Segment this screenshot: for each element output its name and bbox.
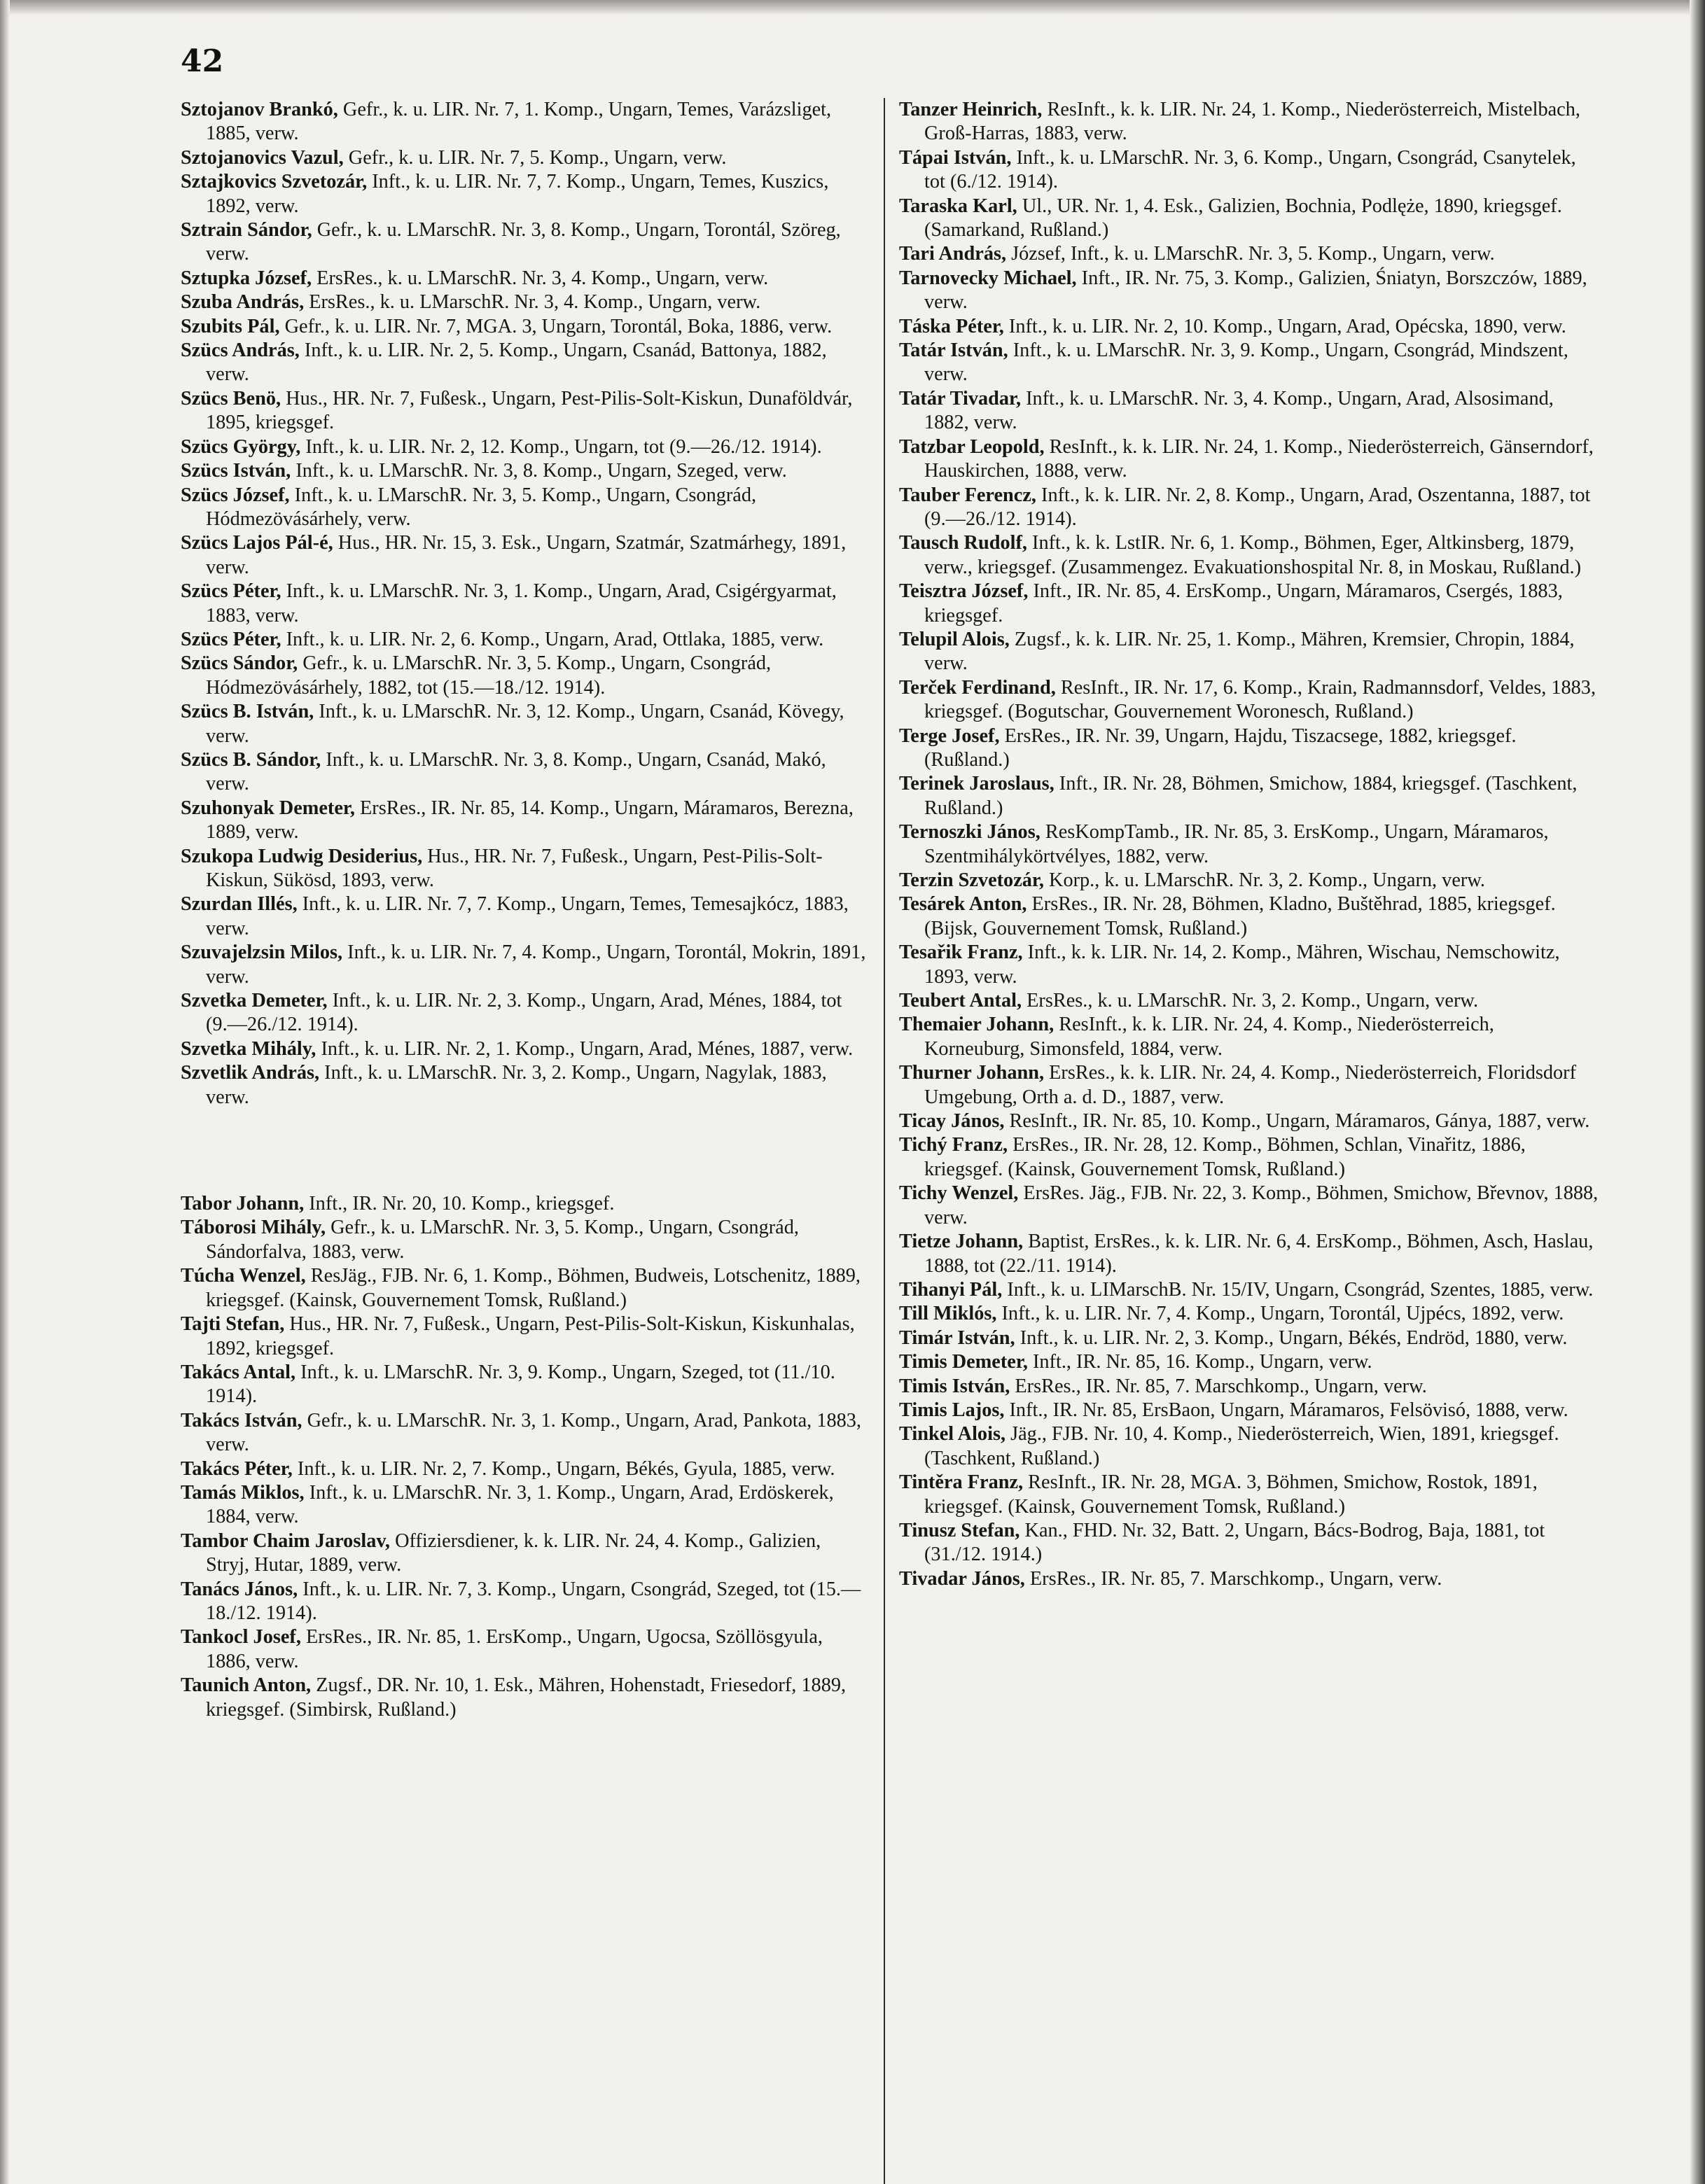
entry-details: Inft., k. u. LIMarschB. Nr. 15/IV, Ungarn, Csongrád, Szentes, 1885, verw. bbox=[1002, 1278, 1594, 1301]
register-entry bbox=[181, 941, 867, 989]
entry-name: Teisztra József, bbox=[899, 580, 1029, 603]
register-entry bbox=[181, 315, 867, 339]
register-entry bbox=[899, 1061, 1599, 1110]
entry-name: Tihanyi Pál, bbox=[899, 1278, 1003, 1301]
entry-name: Taraska Karl, bbox=[899, 195, 1017, 217]
register-entry bbox=[899, 1375, 1599, 1399]
register-entry bbox=[899, 1399, 1599, 1422]
entry-details: ErsRes., k. k. LIR. Nr. 24, 4. Komp., Niederösterreich, Floridsdorf Umgebung, Orth a. d. D., 1887, verw. bbox=[924, 1062, 1577, 1108]
register-entry bbox=[899, 1013, 1599, 1061]
entry-name: Táska Péter, bbox=[899, 315, 1004, 337]
entry-details: Inft., k. u. LMarschR. Nr. 3, 8. Komp., Ungarn, Csanád, Makó, verw. bbox=[206, 748, 826, 795]
entry-name: Sztrain Sándor, bbox=[181, 219, 312, 241]
entry-name: Túcha Wenzel, bbox=[181, 1265, 306, 1287]
entry-name: Takács Antal, bbox=[181, 1361, 296, 1383]
entry-name: Szücs B. Sándor, bbox=[181, 748, 321, 771]
register-entry bbox=[181, 1625, 867, 1674]
entry-details: Inft., k. u. LIR. Nr. 2, 10. Komp., Ungarn, Arad, Opécska, 1890, verw. bbox=[1003, 315, 1566, 337]
register-entry bbox=[181, 892, 867, 941]
entry-details: ErsRes., IR. Nr. 39, Ungarn, Hajdu, Tiszacsege, 1882, kriegsgef. (Rußland.) bbox=[924, 724, 1517, 771]
register-entry bbox=[181, 387, 867, 435]
entry-details: ResKompTamb., IR. Nr. 85, 3. ErsKomp., Ungarn, Máramaros, Szentmihálykörtvélyes, 1882, verw. bbox=[924, 821, 1549, 867]
entry-name: Tatár István, bbox=[899, 340, 1008, 362]
register-entry bbox=[899, 1278, 1599, 1302]
entry-details: ErsRes. Jäg., FJB. Nr. 22, 3. Komp., Böhmen, Smichow, Břevnov, 1888, verw. bbox=[924, 1182, 1599, 1228]
left-column bbox=[181, 98, 867, 1722]
entry-details: Inft., IR. Nr. 20, 10. Komp., kriegsgef. bbox=[304, 1193, 615, 1215]
entry-name: Tinkel Alois, bbox=[899, 1423, 1006, 1446]
entry-name: Tatzbar Leopold, bbox=[899, 435, 1045, 458]
page-number: 42 bbox=[181, 43, 224, 79]
entry-details: Inft., k. k. LstIR. Nr. 6, 1. Komp., Böhmen, Eger, Altkinsberg, 1879, verw., kriegsgef. (Zusammengez. Evakuationshospital Nr. 8, in Moskau, Rußland.) bbox=[924, 532, 1582, 578]
entry-name: Szuba András, bbox=[181, 291, 305, 314]
register-entry bbox=[181, 1192, 867, 1216]
register-entry bbox=[181, 989, 867, 1037]
entry-details: Inft., k. u. LIR. Nr. 7, 4. Komp., Ungarn, Torontál, Ujpécs, 1892, verw. bbox=[996, 1303, 1564, 1325]
entry-details: Inft., k. u. LIR. Nr. 2, 3. Komp., Ungarn, Békés, Endröd, 1880, verw. bbox=[1015, 1326, 1568, 1349]
entry-name: Tichý Franz, bbox=[899, 1134, 1008, 1156]
entry-details: Gefr., k. u. LMarschR. Nr. 3, 8. Komp., Ungarn, Torontál, Szöreg, verw. bbox=[206, 219, 841, 265]
register-entry bbox=[899, 146, 1599, 195]
register-entry bbox=[181, 267, 867, 290]
entry-details: ErsRes., IR. Nr. 85, 14. Komp., Ungarn, Máramaros, Berezna, 1889, verw. bbox=[206, 797, 854, 844]
scan-edge-left bbox=[0, 0, 10, 2184]
register-entry bbox=[899, 892, 1599, 941]
entry-details: Hus., HR. Nr. 7, Fußesk., Ungarn, Pest-Pilis-Solt-Kiskun, Sükösd, 1893, verw. bbox=[206, 845, 823, 891]
entry-name: Szücs András, bbox=[181, 340, 300, 362]
entry-name: Szvetlik András, bbox=[181, 1062, 320, 1084]
entry-details: Gefr., k. u. LMarschR. Nr. 3, 1. Komp., Ungarn, Arad, Pankota, 1883, verw. bbox=[206, 1409, 862, 1456]
entry-name: Telupil Alois, bbox=[899, 628, 1010, 650]
register-entry bbox=[899, 387, 1599, 435]
entry-details: Baptist, ErsRes., k. k. LIR. Nr. 6, 4. ErsKomp., Böhmen, Asch, Haslau, 1888, tot (22./11. 1914). bbox=[924, 1231, 1594, 1277]
entry-name: Timár István, bbox=[899, 1326, 1015, 1349]
entry-details: Inft., k. u. LIR. Nr. 7, 7. Komp., Ungarn, Temes, Kuszics, 1892, verw. bbox=[206, 171, 829, 217]
register-entry bbox=[181, 170, 867, 218]
entry-name: Ternoszki János, bbox=[899, 821, 1041, 844]
entry-name: Szvetka Mihály, bbox=[181, 1037, 316, 1060]
register-entry bbox=[181, 1409, 867, 1457]
entry-name: Tambor Chaim Jaroslav, bbox=[181, 1530, 391, 1552]
entry-details: Inft., IR. Nr. 75, 3. Komp., Galizien, Śniatyn, Borszczów, 1889, verw. bbox=[924, 267, 1587, 314]
right-column-entries bbox=[899, 98, 1599, 1591]
entry-details: Inft., IR. Nr. 85, 4. ErsKomp., Ungarn, Máramaros, Csergés, 1883, kriegsgef. bbox=[924, 580, 1563, 626]
register-entry bbox=[899, 98, 1599, 146]
entry-name: Tankocl Josef, bbox=[181, 1626, 301, 1648]
entry-details: Inft., k. u. LIR. Nr. 2, 1. Komp., Ungarn, Arad, Ménes, 1887, verw. bbox=[316, 1037, 854, 1060]
entry-details: József, Inft., k. u. LMarschR. Nr. 3, 5. Komp., Ungarn, verw. bbox=[1006, 243, 1495, 265]
register-entry bbox=[899, 1302, 1599, 1326]
register-entry bbox=[181, 652, 867, 700]
entry-name: Szubits Pál, bbox=[181, 315, 280, 337]
entry-name: Szurdan Illés, bbox=[181, 893, 298, 916]
register-entry bbox=[899, 315, 1599, 339]
register-entry bbox=[899, 435, 1599, 484]
register-entry bbox=[181, 797, 867, 845]
entry-name: Tajti Stefan, bbox=[181, 1313, 285, 1336]
entry-details: Inft., k. u. LIR. Nr. 7, 7. Komp., Ungarn, Temes, Temesajkócz, 1883, verw. bbox=[206, 893, 849, 939]
entry-details: Inft., k. k. LIR. Nr. 2, 8. Komp., Ungarn, Arad, Oszentanna, 1887, tot (9.—26./12. 1914). bbox=[924, 484, 1591, 530]
entry-name: Tarnovecky Michael, bbox=[899, 267, 1077, 289]
entry-details: Gefr., k. u. LIR. Nr. 7, 5. Komp., Ungarn, verw. bbox=[343, 146, 727, 169]
entry-details: ResInft., IR. Nr. 17, 6. Komp., Krain, Radmannsdorf, Veldes, 1883, kriegsgef. (Bogutschar, Gouvernement Woronesch, Rußland.) bbox=[924, 676, 1596, 723]
entry-name: Terinek Jaroslaus, bbox=[899, 773, 1055, 795]
entry-details: Jäg., FJB. Nr. 10, 4. Komp., Niederösterreich, Wien, 1891, kriegsgef. (Taschkent, Rußland.) bbox=[924, 1423, 1559, 1469]
left-column-t-entries bbox=[181, 1192, 867, 1722]
entry-details: Hus., HR. Nr. 15, 3. Esk., Ungarn, Szatmár, Szatmárhegy, 1891, verw. bbox=[206, 532, 847, 578]
entry-name: Tari András, bbox=[899, 243, 1007, 265]
entry-name: Tanzer Heinrich, bbox=[899, 99, 1043, 120]
entry-details: ResInft., IR. Nr. 85, 10. Komp., Ungarn, Máramaros, Gánya, 1887, verw. bbox=[1004, 1110, 1590, 1133]
scan-edge-right bbox=[1690, 0, 1705, 2184]
register-entry bbox=[899, 1326, 1599, 1350]
register-entry bbox=[181, 146, 867, 170]
register-entry bbox=[899, 676, 1599, 724]
register-entry bbox=[181, 748, 867, 797]
register-entry bbox=[181, 1312, 867, 1361]
entry-name: Teubert Antal, bbox=[899, 990, 1022, 1012]
entry-details: Korp., k. u. LMarschR. Nr. 3, 2. Komp., Ungarn, verw. bbox=[1043, 869, 1485, 891]
register-entry bbox=[181, 580, 867, 628]
register-entry bbox=[899, 267, 1599, 315]
entry-name: Terzin Szvetozár, bbox=[899, 869, 1044, 891]
register-entry bbox=[181, 339, 867, 387]
entry-details: Inft., IR. Nr. 28, Böhmen, Smichow, 1884, kriegsgef. (Taschkent, Rußland.) bbox=[924, 773, 1578, 819]
entry-details: Inft., k. k. LIR. Nr. 14, 2. Komp., Mähren, Wischau, Nemschowitz, 1893, verw. bbox=[924, 941, 1560, 988]
entry-name: Sztojanov Brankó, bbox=[181, 99, 338, 120]
entry-details: Inft., k. u. LMarschR. Nr. 3, 6. Komp., Ungarn, Csongrád, Csanytelek, tot (6./12. 1914). bbox=[924, 146, 1576, 193]
entry-details: ResJäg., FJB. Nr. 6, 1. Komp., Böhmen, Budweis, Lotschenitz, 1889, kriegsgef. (Kainsk, Gouvernement Tomsk, Rußland.) bbox=[206, 1265, 861, 1311]
register-entry bbox=[181, 628, 867, 652]
entry-details: Hus., HR. Nr. 7, Fußesk., Ungarn, Pest-Pilis-Solt-Kiskun, Dunaföldvár, 1895, kriegsgef. bbox=[206, 387, 853, 434]
entry-details: Gefr., k. u. LMarschR. Nr. 3, 5. Komp., Ungarn, Csongrád, Sándorfalva, 1883, verw. bbox=[206, 1217, 799, 1263]
register-entry bbox=[181, 1578, 867, 1626]
entry-details: Inft., k. u. LMarschR. Nr. 3, 9. Komp., Ungarn, Szeged, tot (11./10. 1914). bbox=[206, 1361, 835, 1408]
register-entry bbox=[899, 869, 1599, 892]
register-entry bbox=[181, 459, 867, 483]
register-entry bbox=[181, 435, 867, 459]
register-entry bbox=[181, 218, 867, 267]
entry-name: Terček Ferdinand, bbox=[899, 676, 1056, 699]
register-entry bbox=[899, 1567, 1599, 1591]
entry-name: Taunich Anton, bbox=[181, 1674, 312, 1697]
entry-details: Inft., IR. Nr. 85, 16. Komp., Ungarn, verw. bbox=[1027, 1351, 1372, 1373]
entry-details: Inft., k. u. LMarschR. Nr. 3, 12. Komp., Ungarn, Csanád, Kövegy, verw. bbox=[206, 701, 844, 747]
right-column bbox=[899, 98, 1599, 1591]
entry-name: Takács István, bbox=[181, 1409, 302, 1432]
entry-details: ResInft., IR. Nr. 28, MGA. 3, Böhmen, Smichow, Rostok, 1891, kriegsgef. (Kainsk, Gouvernement Tomsk, Rußland.) bbox=[924, 1471, 1538, 1518]
register-entry bbox=[899, 820, 1599, 869]
register-entry bbox=[899, 484, 1599, 532]
entry-name: Takács Péter, bbox=[181, 1457, 293, 1480]
register-entry bbox=[181, 1457, 867, 1481]
entry-name: Szücs Péter, bbox=[181, 580, 281, 603]
register-entry bbox=[899, 339, 1599, 387]
entry-details: Inft., k. u. LIR. Nr. 2, 12. Komp., Ungarn, tot (9.—26./12. 1914). bbox=[300, 435, 822, 458]
entry-name: Thurner Johann, bbox=[899, 1062, 1045, 1084]
entry-details: Inft., k. u. LMarschR. Nr. 3, 1. Komp., Ungarn, Arad, Erdöskerek, 1884, verw. bbox=[206, 1481, 834, 1528]
entry-name: Szücs István, bbox=[181, 460, 291, 482]
entry-name: Tichy Wenzel, bbox=[899, 1182, 1019, 1205]
register-entry bbox=[181, 484, 867, 532]
entry-details: Inft., k. u. LIR. Nr. 2, 7. Komp., Ungarn, Békés, Gyula, 1885, verw. bbox=[292, 1457, 835, 1480]
register-entry bbox=[899, 1471, 1599, 1519]
column-divider bbox=[884, 98, 885, 2184]
entry-details: Inft., k. u. LMarschR. Nr. 3, 4. Komp., Ungarn, Arad, Alsosimand, 1882, verw. bbox=[924, 387, 1554, 434]
register-entry bbox=[899, 531, 1599, 580]
entry-name: Tintěra Franz, bbox=[899, 1471, 1024, 1494]
entry-name: Szücs Péter, bbox=[181, 628, 281, 650]
entry-name: Terge Josef, bbox=[899, 724, 1000, 747]
entry-details: Inft., k. u. LIR. Nr. 7, 3. Komp., Ungarn, Csongrád, Szeged, tot (15.—18./12. 1914). bbox=[206, 1578, 861, 1624]
entry-name: Sztojanovics Vazul, bbox=[181, 146, 344, 169]
register-entry bbox=[899, 1230, 1599, 1278]
register-entry bbox=[181, 700, 867, 748]
register-entry bbox=[181, 1674, 867, 1722]
register-entry bbox=[899, 724, 1599, 773]
register-entry bbox=[181, 1216, 867, 1264]
register-entry bbox=[181, 1481, 867, 1530]
entry-name: Szuhonyak Demeter, bbox=[181, 797, 355, 819]
entry-name: Tabor Johann, bbox=[181, 1193, 305, 1215]
entry-details: ErsRes., k. u. LMarschR. Nr. 3, 2. Komp., Ungarn, verw. bbox=[1022, 990, 1479, 1012]
entry-name: Themaier Johann, bbox=[899, 1014, 1055, 1036]
entry-details: Inft., k. u. LMarschR. Nr. 3, 5. Komp., Ungarn, Csongrád, Hódmezövásárhely, verw. bbox=[206, 484, 757, 530]
register-entry bbox=[899, 1422, 1599, 1471]
entry-name: Tauber Ferencz, bbox=[899, 484, 1036, 506]
entry-name: Tausch Rudolf, bbox=[899, 532, 1027, 554]
entry-details: ErsRes., IR. Nr. 85, 7. Marschkomp., Ungarn, verw. bbox=[1024, 1567, 1442, 1590]
entry-name: Timis István, bbox=[899, 1375, 1010, 1397]
entry-details: Gefr., k. u. LMarschR. Nr. 3, 5. Komp., Ungarn, Csongrád, Hódmezövásárhely, 1882, tot (15.—18./12. 1914). bbox=[206, 652, 772, 699]
entry-name: Till Miklós, bbox=[899, 1303, 997, 1325]
entry-details: Ul., UR. Nr. 1, 4. Esk., Galizien, Bochnia, Podlęże, 1890, kriegsgef. (Samarkand, Rußland.) bbox=[924, 195, 1562, 241]
entry-name: Timis Demeter, bbox=[899, 1351, 1028, 1373]
entry-name: Szücs József, bbox=[181, 484, 290, 506]
entry-name: Tamás Miklos, bbox=[181, 1481, 305, 1504]
register-entry bbox=[899, 580, 1599, 628]
entry-name: Sztajkovics Szvetozár, bbox=[181, 171, 368, 193]
register-entry bbox=[899, 989, 1599, 1013]
register-entry bbox=[181, 1530, 867, 1578]
register-entry bbox=[181, 98, 867, 146]
register-entry bbox=[181, 1037, 867, 1061]
entry-name: Szücs Benö, bbox=[181, 387, 281, 410]
register-entry bbox=[181, 1361, 867, 1409]
entry-name: Tápai István, bbox=[899, 146, 1012, 169]
entry-details: Inft., k. u. LMarschR. Nr. 3, 9. Komp., Ungarn, Csongrád, Mindszent, verw. bbox=[924, 340, 1568, 386]
entry-name: Tatár Tivadar, bbox=[899, 387, 1022, 410]
register-entry bbox=[899, 1182, 1599, 1230]
register-entry bbox=[899, 1350, 1599, 1374]
entry-name: Tesárek Anton, bbox=[899, 893, 1027, 916]
entry-details: Kan., FHD. Nr. 32, Batt. 2, Ungarn, Bács-Bodrog, Baja, 1881, tot (31./12. 1914.) bbox=[924, 1519, 1545, 1566]
entry-name: Szücs György, bbox=[181, 435, 301, 458]
entry-details: Inft., k. u. LIR. Nr. 2, 5. Komp., Ungarn, Csanád, Battonya, 1882, verw. bbox=[206, 340, 827, 386]
register-entry bbox=[899, 1519, 1599, 1567]
entry-details: ErsRes., IR. Nr. 28, 12. Komp., Böhmen, Schlan, Vinařitz, 1886, kriegsgef. (Kainsk, Gouvernement Tomsk, Rußland.) bbox=[924, 1134, 1526, 1180]
entry-details: ErsRes., k. u. LMarschR. Nr. 3, 4. Komp., Ungarn, verw. bbox=[304, 291, 761, 314]
register-entry bbox=[899, 1110, 1599, 1133]
entry-name: Tietze Johann, bbox=[899, 1231, 1024, 1253]
entry-name: Szücs Lajos Pál-é, bbox=[181, 532, 333, 554]
register-entry bbox=[181, 290, 867, 314]
entry-details: Inft., IR. Nr. 85, ErsBaon, Ungarn, Máramaros, Felsövisó, 1888, verw. bbox=[1004, 1399, 1568, 1421]
register-entry bbox=[899, 242, 1599, 266]
entry-details: Zugsf., k. k. LIR. Nr. 25, 1. Komp., Mähren, Kremsier, Chropin, 1884, verw. bbox=[924, 628, 1575, 675]
entry-name: Szukopa Ludwig Desiderius, bbox=[181, 845, 423, 867]
entry-name: Tesařik Franz, bbox=[899, 941, 1023, 964]
entry-details: Inft., k. u. LMarschR. Nr. 3, 1. Komp., Ungarn, Arad, Csigérgyarmat, 1883, verw. bbox=[206, 580, 837, 626]
entry-name: Táborosi Mihály, bbox=[181, 1217, 326, 1239]
entry-name: Szuvajelzsin Milos, bbox=[181, 941, 343, 964]
entry-details: Inft., k. u. LIR. Nr. 7, 4. Komp., Ungarn, Torontál, Mokrin, 1891, verw. bbox=[206, 941, 866, 988]
entry-name: Tinusz Stefan, bbox=[899, 1519, 1020, 1541]
entry-details: ResInft., k. k. LIR. Nr. 24, 1. Komp., Niederösterreich, Mistelbach, Groß-Harras, 1883, verw. bbox=[924, 99, 1580, 145]
entry-name: Tanács János, bbox=[181, 1578, 298, 1600]
entry-details: Gefr., k. u. LIR. Nr. 7, MGA. 3, Ungarn, Torontál, Boka, 1886, verw. bbox=[279, 315, 833, 337]
register-entry bbox=[181, 531, 867, 580]
entry-details: ErsRes., IR. Nr. 85, 7. Marschkomp., Ungarn, verw. bbox=[1010, 1375, 1427, 1397]
entry-details: Zugsf., DR. Nr. 10, 1. Esk., Mähren, Hohenstadt, Friesedorf, 1889, kriegsgef. (Simbirsk, Rußland.) bbox=[206, 1674, 847, 1721]
entry-name: Sztupka József, bbox=[181, 267, 312, 289]
entry-details: Gefr., k. u. LIR. Nr. 7, 1. Komp., Ungarn, Temes, Varázsliget, 1885, verw. bbox=[206, 99, 832, 145]
register-entry bbox=[181, 1264, 867, 1312]
entry-name: Tivadar János, bbox=[899, 1567, 1025, 1590]
entry-details: Inft., k. u. LMarschR. Nr. 3, 8. Komp., Ungarn, Szeged, verw. bbox=[291, 460, 787, 482]
register-entry bbox=[181, 845, 867, 893]
entry-name: Szücs Sándor, bbox=[181, 652, 298, 675]
entry-details: Offiziersdiener, k. k. LIR. Nr. 24, 4. Komp., Galizien, Stryj, Hutar, 1889, verw. bbox=[206, 1530, 821, 1576]
entry-details: Hus., HR. Nr. 7, Fußesk., Ungarn, Pest-Pilis-Solt-Kiskun, Kiskunhalas, 1892, kriegsgef. bbox=[206, 1313, 855, 1359]
register-entry bbox=[899, 941, 1599, 989]
entry-details: Inft., k. u. LMarschR. Nr. 3, 2. Komp., Ungarn, Nagylak, 1883, verw. bbox=[206, 1062, 827, 1108]
section-gap bbox=[181, 1110, 867, 1192]
entry-name: Szücs B. István, bbox=[181, 701, 314, 723]
register-entry bbox=[899, 195, 1599, 243]
entry-details: ErsRes., IR. Nr. 28, Böhmen, Kladno, Buštěhrad, 1885, kriegsgef. (Bijsk, Gouvernement Tomsk, Rußland.) bbox=[924, 893, 1556, 939]
left-column-s-entries bbox=[181, 98, 867, 1110]
entry-details: ErsRes., k. u. LMarschR. Nr. 3, 4. Komp., Ungarn, verw. bbox=[312, 267, 769, 289]
entry-details: ResInft., k. k. LIR. Nr. 24, 1. Komp., Niederösterreich, Gänserndorf, Hauskirchen, 1888, verw. bbox=[924, 435, 1594, 482]
register-entry bbox=[181, 1061, 867, 1110]
entry-name: Ticay János, bbox=[899, 1110, 1005, 1133]
entry-details: ErsRes., IR. Nr. 85, 1. ErsKomp., Ungarn, Ugocsa, Szöllösgyula, 1886, verw. bbox=[206, 1626, 823, 1672]
entry-details: Inft., k. u. LIR. Nr. 2, 3. Komp., Ungarn, Arad, Ménes, 1884, tot (9.—26./12. 1914). bbox=[206, 990, 842, 1036]
entry-name: Timis Lajos, bbox=[899, 1399, 1005, 1421]
register-entry bbox=[899, 1133, 1599, 1182]
register-entry bbox=[899, 628, 1599, 676]
entry-details: Inft., k. u. LIR. Nr. 2, 6. Komp., Ungarn, Arad, Ottlaka, 1885, verw. bbox=[281, 628, 824, 650]
register-entry bbox=[899, 772, 1599, 820]
entry-name: Szvetka Demeter, bbox=[181, 990, 328, 1012]
entry-details: ResInft., k. k. LIR. Nr. 24, 4. Komp., Niederösterreich, Korneuburg, Simonsfeld, 1884, verw. bbox=[924, 1014, 1494, 1060]
scan-edge-top bbox=[0, 0, 1705, 15]
